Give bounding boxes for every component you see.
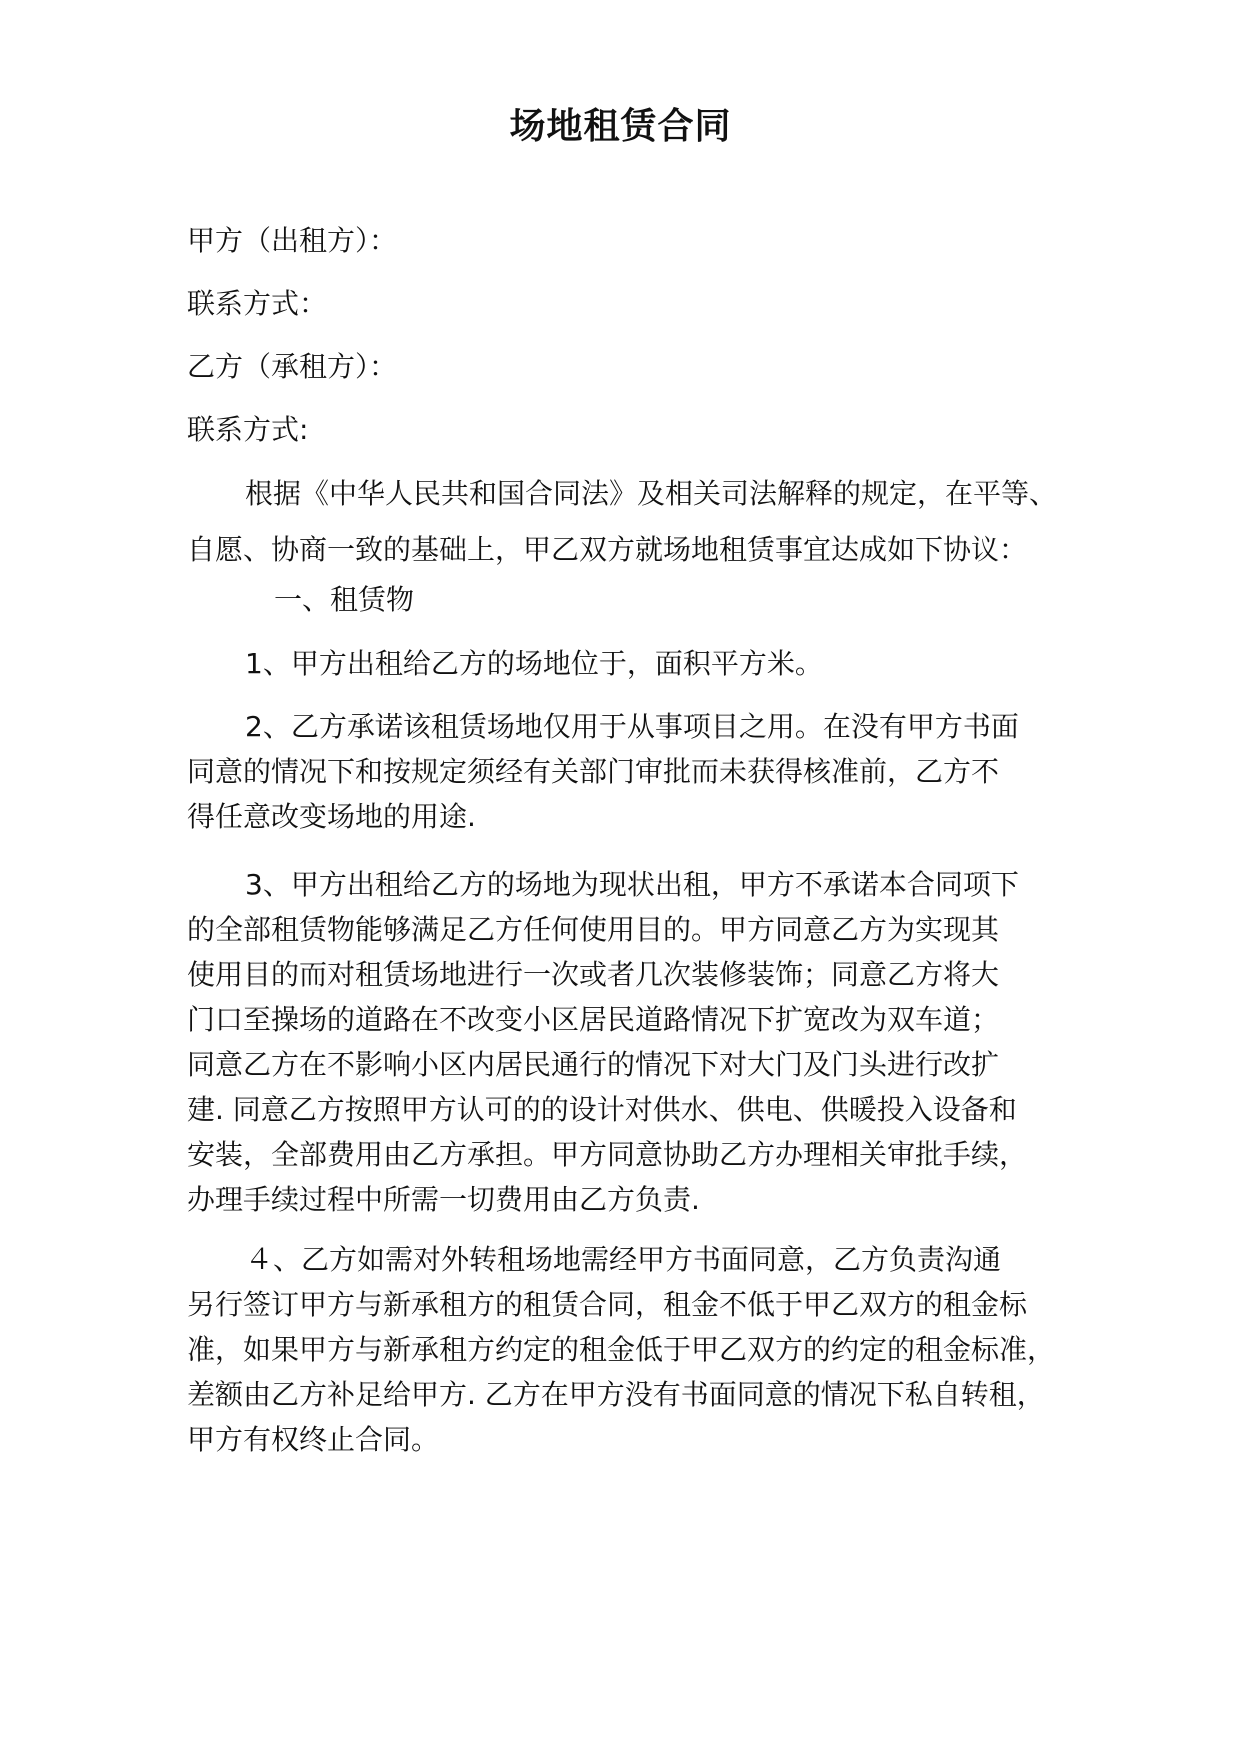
clause-line: 同意乙方在不影响小区内居民通行的情况下对大门及门头进行改扩 — [187, 1048, 1000, 1081]
clause-line: 2、乙方承诺该租赁场地仅用于从事项目之用。在没有甲方书面 — [245, 710, 1019, 743]
clause-line: 甲方有权终止合同。 — [187, 1423, 440, 1456]
clause-line: 的全部租赁物能够满足乙方任何使用目的。甲方同意乙方为实现其 — [187, 913, 1000, 946]
clause-line: 得任意改变场地的用途. — [187, 800, 476, 833]
clause-line: 使用目的而对租赁场地进行一次或者几次装修装饰；同意乙方将大 — [187, 958, 1000, 991]
clause-line: 同意的情况下和按规定须经有关部门审批而未获得核准前，乙方不 — [187, 755, 1000, 788]
clause-line: 建. 同意乙方按照甲方认可的的设计对供水、供电、供暖投入设备和 — [187, 1093, 1017, 1126]
party-b-contact-label: 联系方式: — [187, 413, 309, 446]
document-title: 场地租赁合同 — [509, 106, 732, 147]
clause-1-paragraph — [187, 636, 1077, 692]
clause-line: 1、甲方出租给乙方的场地位于，面积平方米。 — [245, 647, 823, 680]
clause-4-paragraph — [187, 1237, 1077, 1462]
clause-line: 安装，全部费用由乙方承担。甲方同意协助乙方办理相关审批手续， — [187, 1138, 1028, 1171]
preamble-line: 根据《中华人民共和国合同法》及相关司法解释的规定，在平等、 — [245, 477, 1058, 510]
clause-2-paragraph — [187, 704, 1077, 839]
clause-line: 门口至操场的道路在不改变小区居民道路情况下扩宽改为双车道； — [187, 1003, 1000, 1036]
preamble-line: 自愿、协商一致的基础上，甲乙双方就场地租赁事宜达成如下协议： — [187, 533, 1028, 566]
clause-line: 准，如果甲方与新承租方约定的租金低于甲乙双方的约定的租金标准， — [187, 1333, 1056, 1366]
clause-line: 差额由乙方补足给甲方. 乙方在甲方没有书面同意的情况下私自转租， — [187, 1378, 1045, 1411]
clause-3-paragraph — [187, 862, 1077, 1222]
party-b-label: 乙方（承租方）： — [187, 350, 398, 383]
clause-line: 办理手续过程中所需一切费用由乙方负责. — [187, 1183, 700, 1216]
section-heading-lease-object: 一、租赁物 — [274, 583, 415, 616]
party-a-contact-label: 联系方式： — [187, 287, 328, 320]
clause-line: ４、乙方如需对外转租场地需经甲方书面同意，乙方负责沟通 — [245, 1243, 1002, 1276]
clause-line: 另行签订甲方与新承租方的租赁合同，租金不低于甲乙双方的租金标 — [187, 1288, 1028, 1321]
clause-line: 3、甲方出租给乙方的场地为现状出租，甲方不承诺本合同项下 — [245, 868, 1019, 901]
preamble-paragraph — [187, 466, 1077, 578]
party-a-label: 甲方（出租方）： — [187, 224, 398, 257]
